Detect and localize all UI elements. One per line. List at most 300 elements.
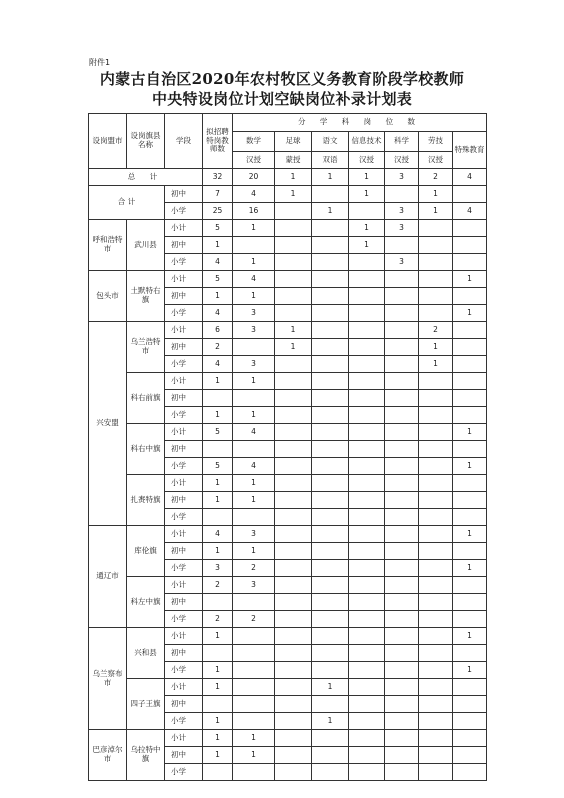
stage-cell: 小计 bbox=[165, 577, 203, 594]
subject-count-cell bbox=[453, 356, 487, 373]
county-cell: 乌拉特中旗 bbox=[127, 730, 165, 781]
subject-count-cell: 1 bbox=[453, 271, 487, 288]
subject-count-cell bbox=[275, 628, 312, 645]
subject-count-cell bbox=[349, 696, 385, 713]
subject-count-cell bbox=[312, 526, 349, 543]
stage-cell: 小学 bbox=[165, 203, 203, 220]
city-cell: 通辽市 bbox=[89, 526, 127, 628]
stage-cell: 初中 bbox=[165, 645, 203, 662]
header-subject: 语文 bbox=[312, 132, 349, 152]
subject-count-cell bbox=[385, 645, 419, 662]
city-cell: 巴彦淖尔市 bbox=[89, 730, 127, 781]
city-cell: 乌兰察布市 bbox=[89, 628, 127, 730]
subject-count-cell bbox=[349, 628, 385, 645]
recruit-count-cell bbox=[203, 390, 233, 407]
stage-cell: 小学 bbox=[165, 305, 203, 322]
subject-count-cell bbox=[349, 509, 385, 526]
subject-count-cell: 1 bbox=[275, 339, 312, 356]
county-cell: 乌兰浩特市 bbox=[127, 322, 165, 373]
subject-count-cell bbox=[453, 594, 487, 611]
subject-count-cell: 2 bbox=[419, 322, 453, 339]
header-subject: 信息技术 bbox=[349, 132, 385, 152]
subject-count-cell bbox=[419, 305, 453, 322]
table-row bbox=[89, 628, 487, 645]
subject-count-cell bbox=[419, 407, 453, 424]
county-cell: 科右中旗 bbox=[127, 424, 165, 475]
subject-count-cell bbox=[275, 747, 312, 764]
recruit-count-cell: 3 bbox=[203, 560, 233, 577]
subject-count-cell bbox=[419, 594, 453, 611]
subject-count-cell bbox=[233, 645, 275, 662]
subject-count-cell bbox=[453, 543, 487, 560]
subject-count-cell bbox=[453, 441, 487, 458]
subject-count-cell bbox=[385, 356, 419, 373]
subject-count-cell bbox=[419, 288, 453, 305]
subject-count-cell bbox=[275, 645, 312, 662]
subject-count-cell bbox=[385, 237, 419, 254]
subject-count-cell: 4 bbox=[233, 186, 275, 203]
subject-count-cell bbox=[349, 356, 385, 373]
subject-count-cell bbox=[275, 543, 312, 560]
subject-count-cell bbox=[312, 458, 349, 475]
subject-count-cell bbox=[275, 271, 312, 288]
subject-count-cell bbox=[419, 271, 453, 288]
subject-count-cell bbox=[312, 764, 349, 781]
subject-count-cell bbox=[312, 339, 349, 356]
header-language: 汉授 bbox=[233, 152, 275, 169]
stage-cell: 小计 bbox=[165, 220, 203, 237]
summary-label: 合 计 bbox=[89, 186, 165, 220]
recruit-count-cell: 1 bbox=[203, 662, 233, 679]
subject-count-cell: 2 bbox=[233, 611, 275, 628]
header-language: 汉授 bbox=[349, 152, 385, 169]
table-header bbox=[89, 114, 487, 169]
subject-count-cell bbox=[312, 611, 349, 628]
stage-cell: 小学 bbox=[165, 560, 203, 577]
county-cell: 科右前旗 bbox=[127, 373, 165, 424]
subject-count-cell: 4 bbox=[233, 424, 275, 441]
subject-count-cell bbox=[233, 696, 275, 713]
subject-count-cell bbox=[349, 475, 385, 492]
subject-count-cell bbox=[419, 662, 453, 679]
stage-cell: 初中 bbox=[165, 747, 203, 764]
county-cell: 兴和县 bbox=[127, 628, 165, 679]
subject-count-cell: 2 bbox=[419, 169, 453, 186]
recruit-count-cell: 2 bbox=[203, 577, 233, 594]
subject-count-cell bbox=[349, 645, 385, 662]
subject-count-cell bbox=[275, 220, 312, 237]
plan-table bbox=[88, 113, 487, 781]
subject-count-cell: 3 bbox=[385, 203, 419, 220]
subject-count-cell bbox=[312, 441, 349, 458]
recruit-count-cell: 2 bbox=[203, 611, 233, 628]
attachment-label: 附件1 bbox=[89, 58, 111, 67]
subject-count-cell: 1 bbox=[419, 186, 453, 203]
subject-count-cell bbox=[275, 696, 312, 713]
subject-count-cell bbox=[312, 237, 349, 254]
subject-count-cell bbox=[385, 611, 419, 628]
subject-count-cell bbox=[312, 696, 349, 713]
subject-count-cell bbox=[385, 458, 419, 475]
subject-count-cell: 1 bbox=[312, 169, 349, 186]
subject-count-cell bbox=[385, 628, 419, 645]
subject-count-cell bbox=[275, 526, 312, 543]
subject-count-cell bbox=[453, 730, 487, 747]
subject-count-cell bbox=[349, 441, 385, 458]
subject-count-cell bbox=[349, 203, 385, 220]
subject-count-cell bbox=[453, 577, 487, 594]
subject-count-cell bbox=[312, 186, 349, 203]
subject-count-cell bbox=[419, 237, 453, 254]
subject-count-cell bbox=[385, 560, 419, 577]
subject-count-cell bbox=[453, 390, 487, 407]
subject-count-cell bbox=[312, 662, 349, 679]
subject-count-cell bbox=[419, 764, 453, 781]
subject-count-cell bbox=[453, 764, 487, 781]
stage-cell: 小计 bbox=[165, 322, 203, 339]
subject-count-cell bbox=[419, 696, 453, 713]
subject-count-cell bbox=[385, 594, 419, 611]
county-cell: 土默特右旗 bbox=[127, 271, 165, 322]
header-language: 汉授 bbox=[385, 152, 419, 169]
subject-count-cell bbox=[233, 594, 275, 611]
stage-cell: 初中 bbox=[165, 492, 203, 509]
subject-count-cell bbox=[419, 492, 453, 509]
subject-count-cell bbox=[312, 220, 349, 237]
subject-count-cell bbox=[349, 577, 385, 594]
subject-count-cell bbox=[419, 543, 453, 560]
subject-count-cell bbox=[275, 356, 312, 373]
subject-count-cell bbox=[275, 237, 312, 254]
subject-count-cell bbox=[349, 492, 385, 509]
stage-cell: 初中 bbox=[165, 594, 203, 611]
subject-count-cell bbox=[233, 390, 275, 407]
header-language: 双语 bbox=[312, 152, 349, 169]
subject-count-cell bbox=[453, 254, 487, 271]
subject-count-cell bbox=[419, 254, 453, 271]
subject-count-cell bbox=[275, 458, 312, 475]
subject-count-cell bbox=[385, 186, 419, 203]
subject-count-cell bbox=[233, 662, 275, 679]
subject-count-cell bbox=[312, 747, 349, 764]
stage-cell: 初中 bbox=[165, 543, 203, 560]
header-language: 蒙授 bbox=[275, 152, 312, 169]
stage-cell: 小计 bbox=[165, 628, 203, 645]
recruit-count-cell: 25 bbox=[203, 203, 233, 220]
recruit-count-cell: 1 bbox=[203, 492, 233, 509]
subject-count-cell bbox=[349, 594, 385, 611]
subject-count-cell: 1 bbox=[453, 628, 487, 645]
subject-count-cell: 3 bbox=[385, 169, 419, 186]
subject-count-cell: 1 bbox=[419, 339, 453, 356]
subject-count-cell bbox=[385, 288, 419, 305]
subject-count-cell bbox=[349, 288, 385, 305]
subject-count-cell: 1 bbox=[233, 475, 275, 492]
subject-count-cell bbox=[385, 407, 419, 424]
city-cell: 呼和浩特市 bbox=[89, 220, 127, 271]
subject-count-cell bbox=[349, 764, 385, 781]
subject-count-cell bbox=[385, 526, 419, 543]
subject-count-cell bbox=[419, 645, 453, 662]
subject-count-cell bbox=[385, 679, 419, 696]
subject-count-cell: 1 bbox=[275, 322, 312, 339]
subject-count-cell bbox=[312, 390, 349, 407]
subject-count-cell bbox=[312, 509, 349, 526]
stage-cell: 小计 bbox=[165, 271, 203, 288]
city-cell: 兴安盟 bbox=[89, 322, 127, 526]
subject-count-cell bbox=[349, 322, 385, 339]
county-cell: 武川县 bbox=[127, 220, 165, 271]
subject-count-cell bbox=[419, 475, 453, 492]
stage-cell: 小计 bbox=[165, 526, 203, 543]
subject-count-cell: 1 bbox=[233, 254, 275, 271]
subject-count-cell bbox=[349, 526, 385, 543]
subject-count-cell bbox=[349, 543, 385, 560]
recruit-count-cell: 5 bbox=[203, 458, 233, 475]
subject-count-cell bbox=[385, 492, 419, 509]
subject-count-cell bbox=[275, 407, 312, 424]
subject-count-cell bbox=[453, 679, 487, 696]
subject-count-cell: 1 bbox=[275, 186, 312, 203]
subject-count-cell bbox=[349, 611, 385, 628]
subject-count-cell: 1 bbox=[233, 288, 275, 305]
recruit-count-cell: 1 bbox=[203, 543, 233, 560]
subject-count-cell bbox=[385, 730, 419, 747]
subject-count-cell: 1 bbox=[419, 356, 453, 373]
subject-count-cell bbox=[385, 339, 419, 356]
county-cell: 库伦旗 bbox=[127, 526, 165, 577]
subject-count-cell bbox=[275, 611, 312, 628]
subject-count-cell bbox=[385, 696, 419, 713]
subject-count-cell bbox=[453, 492, 487, 509]
subject-count-cell: 1 bbox=[233, 492, 275, 509]
recruit-count-cell: 4 bbox=[203, 526, 233, 543]
subject-count-cell bbox=[275, 509, 312, 526]
table-row bbox=[89, 679, 487, 696]
stage-cell: 小学 bbox=[165, 254, 203, 271]
subject-count-cell bbox=[349, 390, 385, 407]
header-subject: 科学 bbox=[385, 132, 419, 152]
recruit-count-cell bbox=[203, 594, 233, 611]
header-subject: 足球 bbox=[275, 132, 312, 152]
table-row bbox=[89, 526, 487, 543]
subject-count-cell bbox=[275, 373, 312, 390]
subject-count-cell bbox=[312, 543, 349, 560]
recruit-count-cell: 5 bbox=[203, 424, 233, 441]
city-cell: 包头市 bbox=[89, 271, 127, 322]
total-row bbox=[89, 169, 487, 186]
subject-count-cell bbox=[275, 679, 312, 696]
subject-count-cell bbox=[385, 543, 419, 560]
stage-cell: 小学 bbox=[165, 764, 203, 781]
subject-count-cell bbox=[385, 322, 419, 339]
subject-count-cell bbox=[312, 407, 349, 424]
subject-count-cell bbox=[233, 713, 275, 730]
recruit-count-cell: 1 bbox=[203, 407, 233, 424]
subject-count-cell bbox=[349, 373, 385, 390]
stage-cell: 小学 bbox=[165, 458, 203, 475]
subject-count-cell bbox=[275, 254, 312, 271]
total-label: 总 计 bbox=[89, 169, 203, 186]
stage-cell: 初中 bbox=[165, 441, 203, 458]
subject-count-cell bbox=[312, 254, 349, 271]
subject-count-cell bbox=[385, 713, 419, 730]
subject-count-cell bbox=[312, 356, 349, 373]
recruit-count-cell: 5 bbox=[203, 220, 233, 237]
subject-count-cell: 1 bbox=[275, 169, 312, 186]
stage-cell: 小学 bbox=[165, 662, 203, 679]
subject-count-cell: 3 bbox=[233, 577, 275, 594]
recruit-count-cell: 1 bbox=[203, 730, 233, 747]
subject-count-cell bbox=[275, 288, 312, 305]
subject-count-cell bbox=[275, 203, 312, 220]
subject-count-cell: 1 bbox=[453, 662, 487, 679]
subject-count-cell bbox=[275, 560, 312, 577]
subject-count-cell: 1 bbox=[453, 424, 487, 441]
subject-count-cell: 4 bbox=[453, 169, 487, 186]
subject-count-cell: 1 bbox=[233, 373, 275, 390]
subject-count-cell bbox=[419, 747, 453, 764]
table-row bbox=[89, 475, 487, 492]
subject-count-cell bbox=[419, 730, 453, 747]
subject-count-cell: 4 bbox=[233, 458, 275, 475]
subject-count-cell bbox=[453, 475, 487, 492]
stage-cell: 初中 bbox=[165, 339, 203, 356]
subject-count-cell bbox=[453, 645, 487, 662]
subject-count-cell: 1 bbox=[453, 560, 487, 577]
header-stage: 学段 bbox=[165, 114, 203, 169]
subject-count-cell bbox=[453, 407, 487, 424]
subject-count-cell bbox=[349, 458, 385, 475]
subject-count-cell: 20 bbox=[233, 169, 275, 186]
recruit-count-cell: 1 bbox=[203, 475, 233, 492]
table-row bbox=[89, 424, 487, 441]
subject-count-cell: 4 bbox=[453, 203, 487, 220]
subject-count-cell bbox=[419, 509, 453, 526]
header-city: 设岗盟市 bbox=[89, 114, 127, 169]
subject-count-cell bbox=[233, 339, 275, 356]
subject-count-cell: 1 bbox=[233, 543, 275, 560]
subject-count-cell: 1 bbox=[312, 713, 349, 730]
recruit-count-cell bbox=[203, 696, 233, 713]
stage-cell: 小学 bbox=[165, 407, 203, 424]
subject-count-cell bbox=[349, 713, 385, 730]
subject-count-cell bbox=[275, 594, 312, 611]
page-title: 内蒙古自治区2020年农村牧区义务教育阶段学校教师 bbox=[99, 70, 465, 88]
subject-count-cell: 3 bbox=[233, 356, 275, 373]
subject-count-cell bbox=[419, 220, 453, 237]
recruit-count-cell: 1 bbox=[203, 288, 233, 305]
subject-count-cell: 1 bbox=[349, 186, 385, 203]
subject-count-cell bbox=[385, 441, 419, 458]
table-body bbox=[89, 169, 487, 781]
subject-count-cell bbox=[453, 288, 487, 305]
header-subject-group: 分 学 科 岗 位 数 bbox=[233, 114, 487, 132]
recruit-count-cell bbox=[203, 441, 233, 458]
subject-count-cell bbox=[419, 713, 453, 730]
subject-count-cell bbox=[385, 509, 419, 526]
recruit-count-cell: 1 bbox=[203, 373, 233, 390]
subject-count-cell bbox=[453, 237, 487, 254]
subject-count-cell bbox=[419, 424, 453, 441]
recruit-count-cell: 32 bbox=[203, 169, 233, 186]
subject-count-cell bbox=[275, 577, 312, 594]
header-recruit-count: 拟招聘特岗教师数 bbox=[203, 114, 233, 169]
stage-cell: 初中 bbox=[165, 390, 203, 407]
stage-cell: 小学 bbox=[165, 356, 203, 373]
recruit-count-cell: 1 bbox=[203, 679, 233, 696]
subject-count-cell bbox=[349, 271, 385, 288]
subject-count-cell bbox=[312, 560, 349, 577]
subject-count-cell bbox=[275, 730, 312, 747]
subject-count-cell bbox=[419, 577, 453, 594]
subject-count-cell bbox=[419, 390, 453, 407]
subject-count-cell bbox=[349, 662, 385, 679]
subject-count-cell bbox=[453, 611, 487, 628]
subject-count-cell bbox=[453, 220, 487, 237]
subject-count-cell bbox=[385, 662, 419, 679]
subject-count-cell: 1 bbox=[453, 458, 487, 475]
subject-count-cell bbox=[419, 458, 453, 475]
subject-count-cell bbox=[453, 713, 487, 730]
subject-count-cell bbox=[453, 339, 487, 356]
header-language: 汉授 bbox=[419, 152, 453, 169]
subject-count-cell bbox=[233, 679, 275, 696]
subject-count-cell bbox=[419, 679, 453, 696]
subject-count-cell bbox=[453, 186, 487, 203]
subject-count-cell bbox=[419, 628, 453, 645]
stage-cell: 初中 bbox=[165, 237, 203, 254]
county-cell: 四子王旗 bbox=[127, 679, 165, 730]
subject-count-cell: 1 bbox=[349, 169, 385, 186]
subject-count-cell bbox=[385, 390, 419, 407]
subject-count-cell bbox=[453, 322, 487, 339]
recruit-count-cell: 4 bbox=[203, 356, 233, 373]
subject-count-cell bbox=[419, 560, 453, 577]
subject-count-cell bbox=[349, 254, 385, 271]
subject-count-cell bbox=[419, 373, 453, 390]
subject-count-cell: 3 bbox=[233, 526, 275, 543]
subject-count-cell: 1 bbox=[453, 305, 487, 322]
stage-cell: 小学 bbox=[165, 713, 203, 730]
table-row bbox=[89, 373, 487, 390]
subject-count-cell bbox=[275, 475, 312, 492]
subject-count-cell: 1 bbox=[312, 679, 349, 696]
subject-count-cell bbox=[275, 390, 312, 407]
subject-count-cell bbox=[419, 441, 453, 458]
header-subject: 特殊教育 bbox=[453, 132, 487, 169]
header-subject: 劳技 bbox=[419, 132, 453, 152]
recruit-count-cell bbox=[203, 645, 233, 662]
subject-count-cell bbox=[385, 271, 419, 288]
subject-count-cell bbox=[233, 764, 275, 781]
subject-count-cell bbox=[312, 373, 349, 390]
subject-count-cell: 1 bbox=[349, 220, 385, 237]
subject-count-cell: 3 bbox=[233, 322, 275, 339]
table-row bbox=[89, 730, 487, 747]
recruit-count-cell: 1 bbox=[203, 747, 233, 764]
subject-count-cell bbox=[385, 305, 419, 322]
subject-count-cell bbox=[275, 305, 312, 322]
header-subject: 数学 bbox=[233, 132, 275, 152]
subject-count-cell: 4 bbox=[233, 271, 275, 288]
subject-count-cell bbox=[275, 764, 312, 781]
subject-count-cell bbox=[312, 492, 349, 509]
subject-count-cell bbox=[233, 509, 275, 526]
recruit-count-cell: 7 bbox=[203, 186, 233, 203]
subject-count-cell bbox=[385, 424, 419, 441]
subject-count-cell bbox=[349, 305, 385, 322]
